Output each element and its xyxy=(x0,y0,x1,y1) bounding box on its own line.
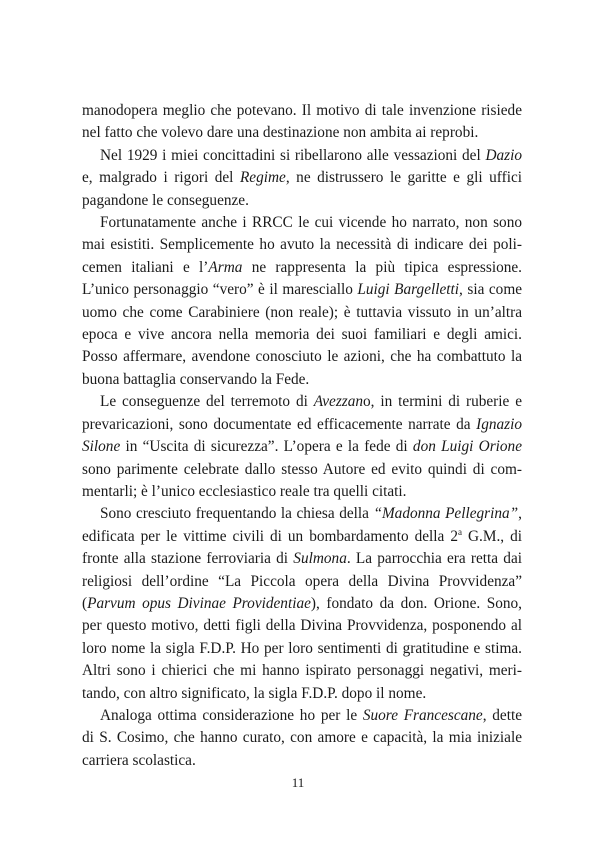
text-run: o, in termini di ruberie e prevaricazioni, sono documentate ed efficacemente narrate da xyxy=(82,393,522,433)
text-run: Regime xyxy=(239,169,286,187)
text-run: sia come uomo che come Carabiniere (non reale); è tuttavia vissuto in un’altra epoca e vive ancora nella memoria dei suoi familiari e degli amici. Posso affermare, avendone conosciuto le azioni, che ha combattuto la buona battaglia conservando la Fede. xyxy=(82,281,523,388)
paragraph-3 xyxy=(82,212,522,391)
text-run: “Madonna Pellegrina” xyxy=(373,505,519,523)
text-run: Sulmona xyxy=(293,550,347,568)
text-run: Luigi Bargelletti, xyxy=(357,281,463,299)
text-run: manodopera meglio che potevano. Il motivo di tale invenzione risiede nel fatto che volevo dare una destinazione non ambita ai reprobi. xyxy=(82,102,522,142)
text-run: Avezzan xyxy=(313,393,364,411)
text-run: Dazio xyxy=(485,146,522,164)
text-run: e, malgrado i rigori del xyxy=(82,169,240,187)
text-run: Suore Francescane xyxy=(362,706,483,724)
text-run: Analoga ottima considerazione ho per le xyxy=(100,706,363,724)
text-run: Arma xyxy=(208,258,243,276)
text-run: , ne distrussero le garitte e gli uffici pagandone le conseguenze. xyxy=(82,169,522,209)
book-page-body xyxy=(82,100,522,772)
text-run: ne rappresenta la più tipica espressione. L’unico personaggio “vero” è il maresciallo xyxy=(82,258,522,299)
text-run: Fortunatamente anche i RRCC le cui vicende ho narrato, non sono mai esistiti. Semplicemente ho avuto la necessità di indicare dei policemen italiani e l’ xyxy=(82,214,522,276)
paragraph-5 xyxy=(82,503,522,705)
paragraph-2 xyxy=(82,145,522,212)
text-run: Nel 1929 i miei concittadini si ribellarono alle vessazioni del xyxy=(100,146,486,164)
text-run: sono parimente celebrate dallo stesso Autore ed evito quindi di commentarli; è l’unico ecclesiastico reale tra quelli citati. xyxy=(82,460,522,500)
text-run: Le conseguenze del terremoto di xyxy=(100,393,314,411)
paragraph-1 xyxy=(82,100,522,145)
text-run: G.M., di fronte alla stazione ferroviaria di xyxy=(82,527,523,568)
text-run: Ignazio Silone xyxy=(82,415,522,456)
text-run: Parvum opus Divinae Providentiae xyxy=(87,594,311,612)
text-run: ), fondato da don. Orione. Sono, per questo motivo, detti figli della Divina Provvidenza, posponendo al loro nome la sigla F.D.P. Ho per loro sentimenti di gratitudine e stima. Altri sono i chierici che mi hanno ispirato personaggi negativi, meritando, con altro significato, la sigla F.D.P. dopo il nome. xyxy=(82,594,522,702)
text-run: a xyxy=(457,526,462,537)
page-number: 11 xyxy=(291,775,305,790)
paragraph-6 xyxy=(82,705,522,772)
text-run: in “Uscita di sicurezza”. L’opera e la fede di xyxy=(120,438,413,456)
text-run: , dette di S. Cosimo, che hanno curato, con amore e capacità, la mia iniziale carriera scolastica. xyxy=(82,706,522,769)
text-run: Sono cresciuto frequentando la chiesa della xyxy=(100,505,374,523)
text-run: , edificata per le vittime civili di un bombardamento della 2 xyxy=(82,505,522,545)
paragraph-4 xyxy=(82,391,522,503)
text-run: . La parrocchia era retta dai religiosi dell’ordine “La Piccola opera della Divina Provvidenza” ( xyxy=(82,550,522,612)
text-run: don Luigi Orione xyxy=(412,438,522,456)
